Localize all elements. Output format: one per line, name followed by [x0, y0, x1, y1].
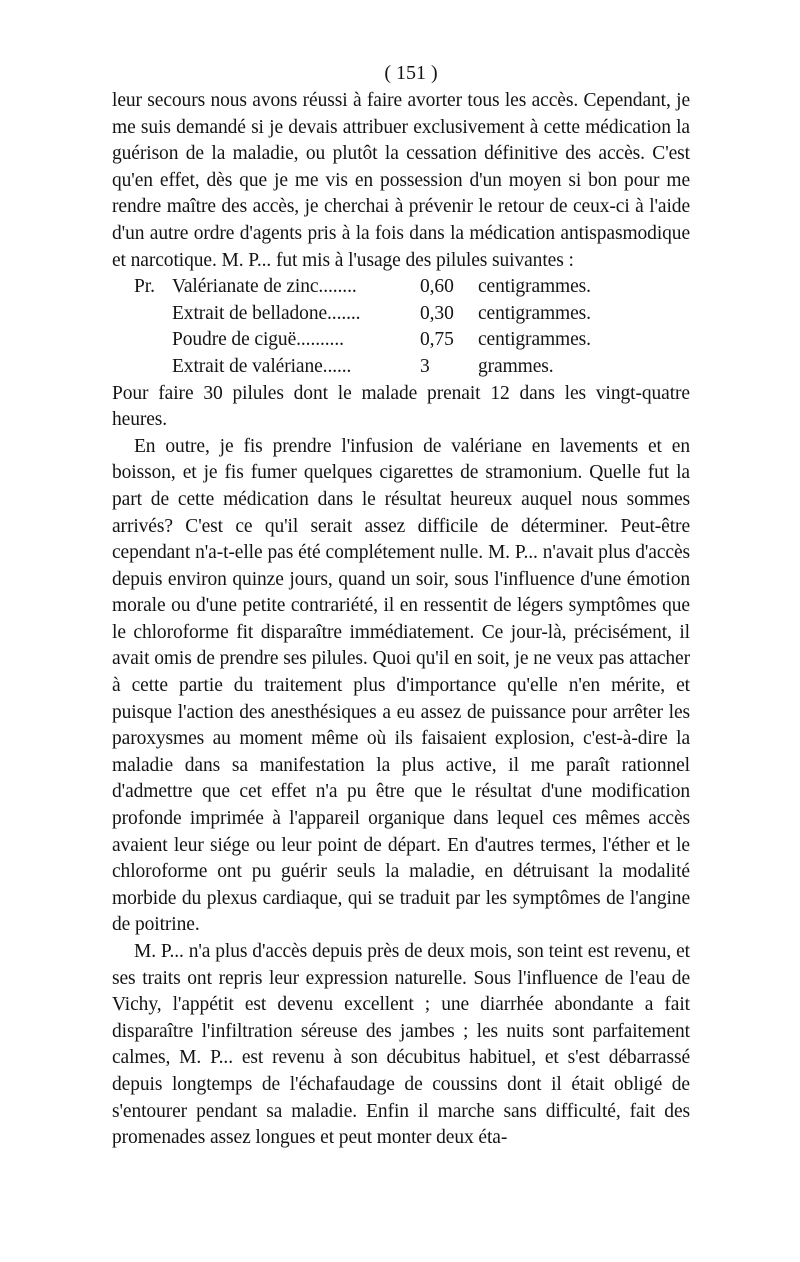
- ingredient-name: Extrait de belladone.......: [172, 302, 361, 324]
- prescription-row: [112, 354, 690, 381]
- ingredient-quantity: 3: [420, 355, 430, 377]
- book-page: [112, 58, 690, 1152]
- ingredient-unit: grammes.: [478, 355, 554, 377]
- page-number: ( 151 ): [384, 62, 438, 84]
- paragraph-4: M. P... n'a plus d'accès depuis près de deux mois, son teint est revenu, et ses traits ont repris leur expression naturelle. Sous l'influence de l'eau de Vichy, l'appétit est devenu excellent ; une diarrhée abondante a fait disparaître l'infiltration séreuse des jambes ; les nuits sont parfaitement calmes, M. P... est revenu à son décubitus habituel, et s'est débarrassé depuis longtemps de l'échafaudage de coussins dont il était obligé de s'entourer pendant sa maladie. Enfin il marche sans difficulté, fait des promenades assez longues et peut monter deux éta-: [112, 941, 690, 1149]
- ingredient-name: Valérianate de zinc........: [172, 276, 357, 298]
- ingredient-quantity: 0,30: [420, 302, 454, 324]
- ingredient-unit: centigrammes.: [478, 276, 591, 298]
- prescription-row: [112, 327, 690, 354]
- ingredient-quantity: 0,75: [420, 329, 454, 351]
- ingredient-quantity: 0,60: [420, 276, 454, 298]
- prescription-lead: Pr.: [134, 276, 155, 298]
- body-text: [112, 88, 690, 1152]
- paragraph-2: Pour faire 30 pilules dont le malade prenait 12 dans les vingt-quatre heures.: [112, 382, 690, 431]
- prescription: [112, 274, 690, 380]
- ingredient-unit: centigrammes.: [478, 329, 591, 351]
- ingredient-unit: centigrammes.: [478, 302, 591, 324]
- prescription-row: [112, 301, 690, 328]
- paragraph-3: En outre, je fis prendre l'infusion de valériane en lavements et en boisson, et je fis fumer quelques cigarettes de stramonium. Quelle fut la part de cette médication dans le résultat heureux auquel nous sommes arrivés? C'est ce qu'il serait assez difficile de déterminer. Peut-être cependant n'a-t-elle pas été complétement nulle. M. P... n'avait plus d'accès depuis environ quinze jours, quand un soir, sous l'influence d'une émotion morale ou d'une petite contrariété, il en ressentit de légers symptômes que le chloroforme fit disparaître immédiatement. Ce jour-là, précisément, il avait omis de prendre ses pilules. Quoi qu'il en soit, je ne veux pas attacher à cette partie du traitement plus d'importance qu'elle n'en mérite, et puisque l'action des anesthésiques a eu assez de puissance pour arrêter les paroxysmes au moment même où ils faisaient explosion, c'est-à-dire la maladie dans sa manifestation la plus active, il me paraît rationnel d'admettre que cet effet n'a pu être que le résultat d'une modification profonde imprimée à l'appareil organique dans lequel ces mêmes accès avaient leur siége ou leur point de départ. En d'autres termes, l'éther et le chloroforme ont pu guérir seuls la maladie, en détruisant la modalité morbide du plexus cardiaque, qui se traduit par les symptômes de l'angine de poitrine.: [112, 435, 690, 936]
- ingredient-name: Extrait de valériane......: [172, 355, 352, 377]
- paragraph-1: leur secours nous avons réussi à faire avorter tous les accès. Cependant, je me suis demandé si je devais attribuer exclusivement à cette médication la guérison de la maladie, ou plutôt la cessation définitive des accès. C'est qu'en effet, dès que je me vis en possession d'un moyen si bon pour me rendre maître des accès, je cherchai à prévenir le retour de ceux-ci à l'aide d'un autre ordre d'agents pris à la fois dans la médication antispasmodique et narcotique. M. P... fut mis à l'usage des pilules suivantes :: [112, 90, 690, 271]
- ingredient-name: Poudre de ciguë..........: [172, 329, 344, 351]
- prescription-row: [112, 274, 690, 301]
